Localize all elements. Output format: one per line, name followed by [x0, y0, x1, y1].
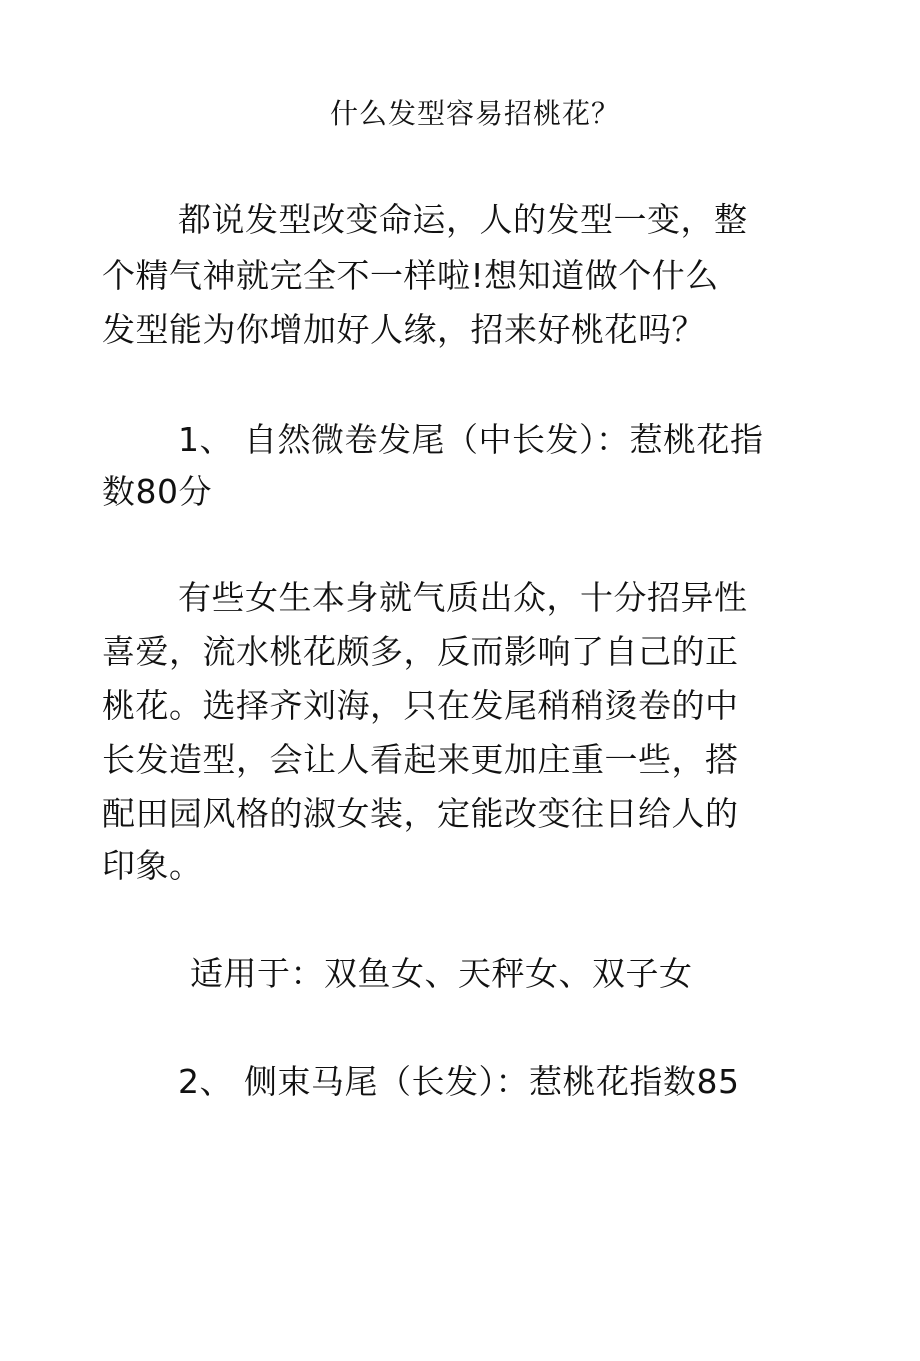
document-title: 什么发型容易招桃花？ [330, 97, 621, 130]
section2-heading: 2、 侧束马尾（长发）：惹桃花指数85 [178, 1062, 740, 1101]
section1-body-line-1: 有些女生本身就气质出众，十分招异性 [178, 578, 748, 617]
intro-line-2: 个精气神就完全不一样啦!想知道做个什么 [102, 256, 719, 295]
section1-body-line-5: 配田园风格的淑女装，定能改变往日给人的 [102, 794, 739, 833]
intro-line-1: 都说发型改变命运，人的发型一变，整 [178, 200, 748, 239]
section1-heading-line-2: 数80分 [102, 472, 212, 511]
section1-heading-line-1: 1、 自然微卷发尾（中长发）：惹桃花指 [178, 420, 764, 459]
intro-line-3: 发型能为你增加好人缘，招来好桃花吗？ [102, 310, 705, 349]
section1-body-line-6: 印象。 [102, 846, 203, 885]
section1-body-line-4: 长发造型，会让人看起来更加庄重一些，搭 [102, 740, 739, 779]
section1-body-line-3: 桃花。选择齐刘海，只在发尾稍稍烫卷的中 [102, 686, 739, 725]
section1-body-line-2: 喜爱，流水桃花颇多，反而影响了自己的正 [102, 632, 739, 671]
section1-suitable: 适用于：双鱼女、天秤女、双子女 [190, 954, 693, 993]
